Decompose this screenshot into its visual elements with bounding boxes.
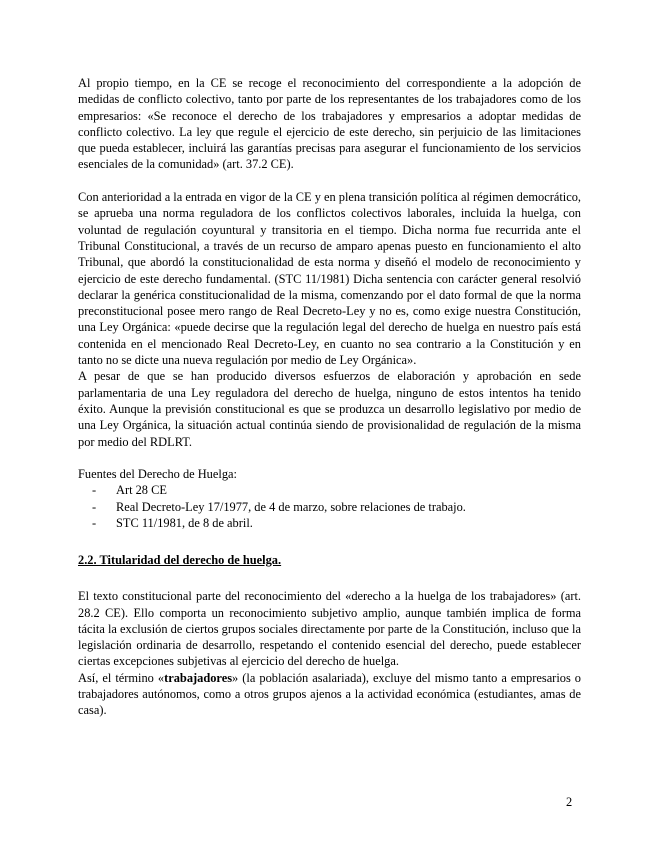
paragraph-workers-term — [78, 670, 581, 719]
paragraph-legislative-attempts: A pesar de que se han producido diversos esfuerzos de elaboración y aprobación en sede parlamentaria de una Ley reguladora del derecho de huelga, ninguno de estos intentos ha tenido éxito. Aunque la previsión constitucional es que se produzca un desarrollo legislativo por medio de una Ley Orgánica, la situación actual continúa siendo de provisionalidad de regulación de la misma por medio del RDLRT. — [78, 369, 581, 449]
spacer — [78, 568, 581, 584]
list-dash: - — [92, 483, 97, 498]
source-item-text: STC 11/1981, de 8 de abril. — [116, 516, 253, 531]
text-segment: » (la población asalariada), excluye del mismo tanto a empresarios o trabajadores autónomos, como a otros grupos ajenos a la actividad económica (estudiantes, amas de casa). — [78, 670, 582, 718]
source-item-text: Art 28 CE — [116, 483, 167, 498]
list-dash: - — [92, 516, 97, 531]
list-item — [92, 515, 581, 531]
document-page — [78, 75, 581, 719]
section-heading: 2.2. Titularidad del derecho de huelga. — [78, 552, 282, 567]
sources-list — [78, 482, 581, 531]
list-item — [92, 499, 581, 515]
paragraph-historical-context: Con anterioridad a la entrada en vigor de la CE y en plena transición política al régimen democrático, se aprueba una norma reguladora de los conflictos colectivos laborales, incluida la huelga, con voluntad de regulación coyuntural y transitoria en el tiempo. Dicha norma fue recurrida ante el Tribunal Constitucional, a través de un recurso de amparo apenas puesto en funcionamiento el alto Tribunal, que abordó la constitucionalidad de esta norma y diseñó el modelo de reconocimiento y ejercicio de este derecho fundamental. (STC 11/1981) Dicha sentencia con carácter general resolvió declarar la genérica constitucionalidad de la misma, comenzando por el dato formal de que la norma preconstitucional posee mero rango de Real Decreto-Ley y no es, como exige nuestra Constitución, una Ley Orgánica: «puede decirse que la regulación legal del derecho de huelga en nuestro país está contenida en el mencionado Real Decreto-Ley, en cuanto no sea contrario a la Constitución y en tanto no se dicte una nueva regulación por medio de Ley Orgánica». — [78, 190, 582, 368]
paragraph-constitutional-text: El texto constitucional parte del reconocimiento del «derecho a la huelga de los trabajadores» (art. 28.2 CE). Ello comporta un reconocimiento subjetivo amplio, aunque también implica de forma tácita la exclusión de ciertos grupos sociales directamente por parte de la Constitución, incluso que la legislación ordinaria de desarrollo, respetando el contenido esencial del derecho, puede establecer ciertas excepciones subjetivas al ejercicio del derecho de huelga. — [78, 589, 581, 669]
source-item-text: Real Decreto-Ley 17/1977, de 4 de marzo, sobre relaciones de trabajo. — [116, 499, 466, 514]
text-segment: Así, el término « — [78, 670, 165, 685]
spacer — [78, 173, 581, 189]
sources-label: Fuentes del Derecho de Huelga: — [78, 467, 237, 482]
page-number: 2 — [566, 795, 573, 809]
list-item — [92, 482, 581, 498]
spacer — [78, 450, 581, 466]
list-dash: - — [92, 499, 97, 514]
bold-term: trabajadores — [164, 670, 233, 685]
paragraph-conflict-measures: Al propio tiempo, en la CE se recoge el reconocimiento del correspondiente a la adopción de medidas de conflicto colectivo, tanto por parte de los representantes de los trabajadores como de los empresarios: «Se reconoce el derecho de los trabajadores y empresarios a adoptar medidas de conflicto colectivo. La ley que regule el ejercicio de este derecho, sin perjuicio de las limitaciones que pueda establecer, incluirá las garantías precisas para asegurar el funcionamiento de los servicios esenciales de la comunidad» (art. 37.2 CE). — [78, 76, 581, 172]
spacer — [78, 531, 581, 547]
